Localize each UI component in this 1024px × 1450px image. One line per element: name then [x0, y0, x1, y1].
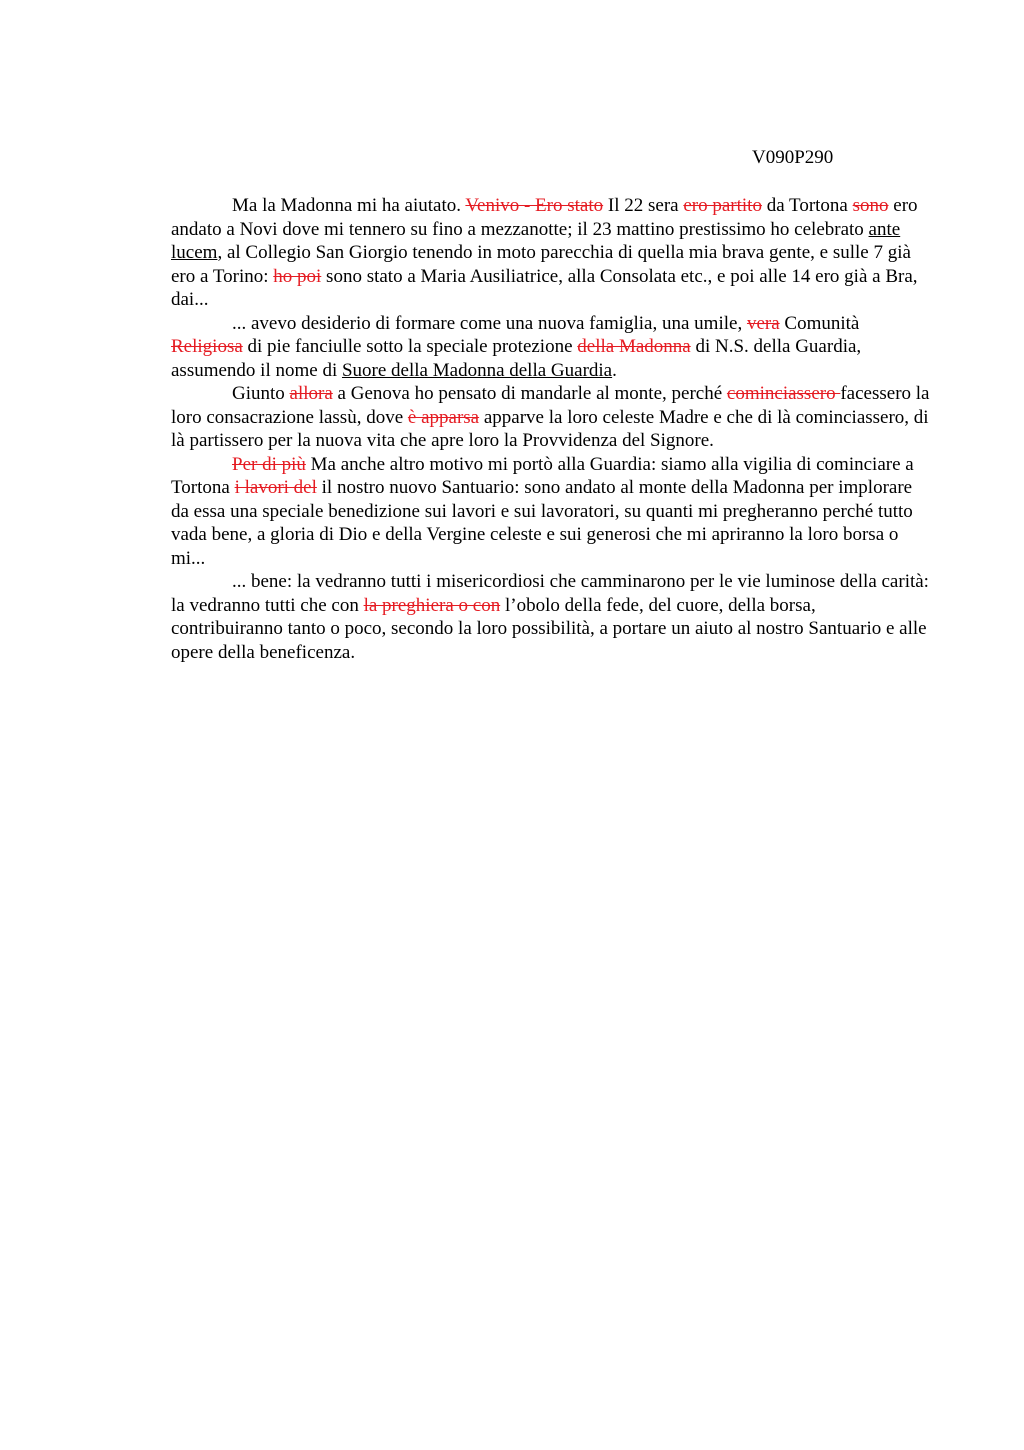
deleted-text: Venivo - Ero stato [465, 195, 604, 216]
text-run: , al Collegio San Giorgio tenendo in moto parecchia di quella mia brava gente, e sulle 7 già ero a Torino: [171, 242, 911, 287]
underlined-text: Suore della Madonna della Guardia [341, 359, 613, 381]
deleted-text: della Madonna [577, 336, 691, 357]
paragraph-2 [171, 312, 931, 383]
text-run: il nostro nuovo Santuario: sono andato al monte della Madonna per implorare da essa una speciale benedizione sui lavori e sui lavoratori, su quanti mi pregheranno perché tutto vada bene, a gloria di Dio e della Vergine celeste e sui generosi che mi apriranno la loro borsa o mi... [171, 477, 913, 569]
text-run: Ma la Madonna mi ha aiutato. [232, 195, 466, 216]
deleted-text: cominciassero [726, 383, 841, 404]
paragraph-4 [171, 453, 931, 571]
text-run: da Tortona [761, 195, 853, 216]
text-run: di pie fanciulle sotto la speciale protezione [242, 336, 578, 357]
text-run: ero andato a Novi dove mi tennero su fino a mezzanotte; il 23 mattino prestissimo ho celebrato [171, 195, 918, 240]
paragraph-3 [171, 382, 931, 453]
text-run: facessero la loro consacrazione lassù, dove [171, 383, 930, 428]
text-run: Comunità [779, 312, 860, 334]
text-run: Giunto [232, 383, 290, 404]
deleted-text: ero partito [683, 195, 762, 216]
document-body [171, 194, 931, 664]
text-run: ... bene: la vedranno tutti i misericordiosi che camminarono per le vie luminose della carità: la vedranno tutti che con [171, 571, 929, 616]
deleted-text: ho poi [273, 265, 322, 287]
deleted-text: è apparsa [407, 406, 480, 428]
text-run: . [612, 359, 617, 381]
text-run: di N.S. della Guardia, assumendo il nome di [171, 336, 862, 381]
deleted-text: allora [289, 383, 333, 404]
paragraph-1 [171, 194, 931, 312]
text-run: sono stato a Maria Ausiliatrice, alla Consolata etc., e poi alle 14 ero già a Bra, dai... [171, 265, 918, 310]
text-run: Il 22 sera [603, 195, 684, 216]
document-id: V090P290 [752, 147, 834, 168]
paragraph-5 [171, 570, 931, 664]
text-run: apparve la loro celeste Madre e che di là cominciassero, di là partissero per la nuova vita che apre loro la Provvidenza del Signore. [171, 406, 929, 451]
text-run: ... avevo desiderio di formare come una nuova famiglia, una umile, [232, 312, 747, 334]
deleted-text: sono [852, 195, 889, 216]
text-run: Ma anche altro motivo mi portò alla Guardia: siamo alla vigilia di cominciare a Tortona [171, 453, 914, 498]
deleted-text: vera [746, 312, 780, 334]
deleted-text: i lavori del [234, 477, 317, 498]
deleted-text: Per di più [232, 453, 306, 475]
deleted-text: Religiosa [171, 336, 243, 357]
underlined-text: ante lucem [171, 218, 901, 263]
deleted-text: la preghiera o con [363, 594, 501, 616]
text-run: l’obolo della fede, del cuore, della borsa, contribuiranno tanto o poco, secondo la loro possibilità, a portare un aiuto al nostro Santuario e alle opere della beneficenza. [171, 594, 927, 663]
text-run: a Genova ho pensato di mandarle al monte, perché [332, 383, 727, 404]
